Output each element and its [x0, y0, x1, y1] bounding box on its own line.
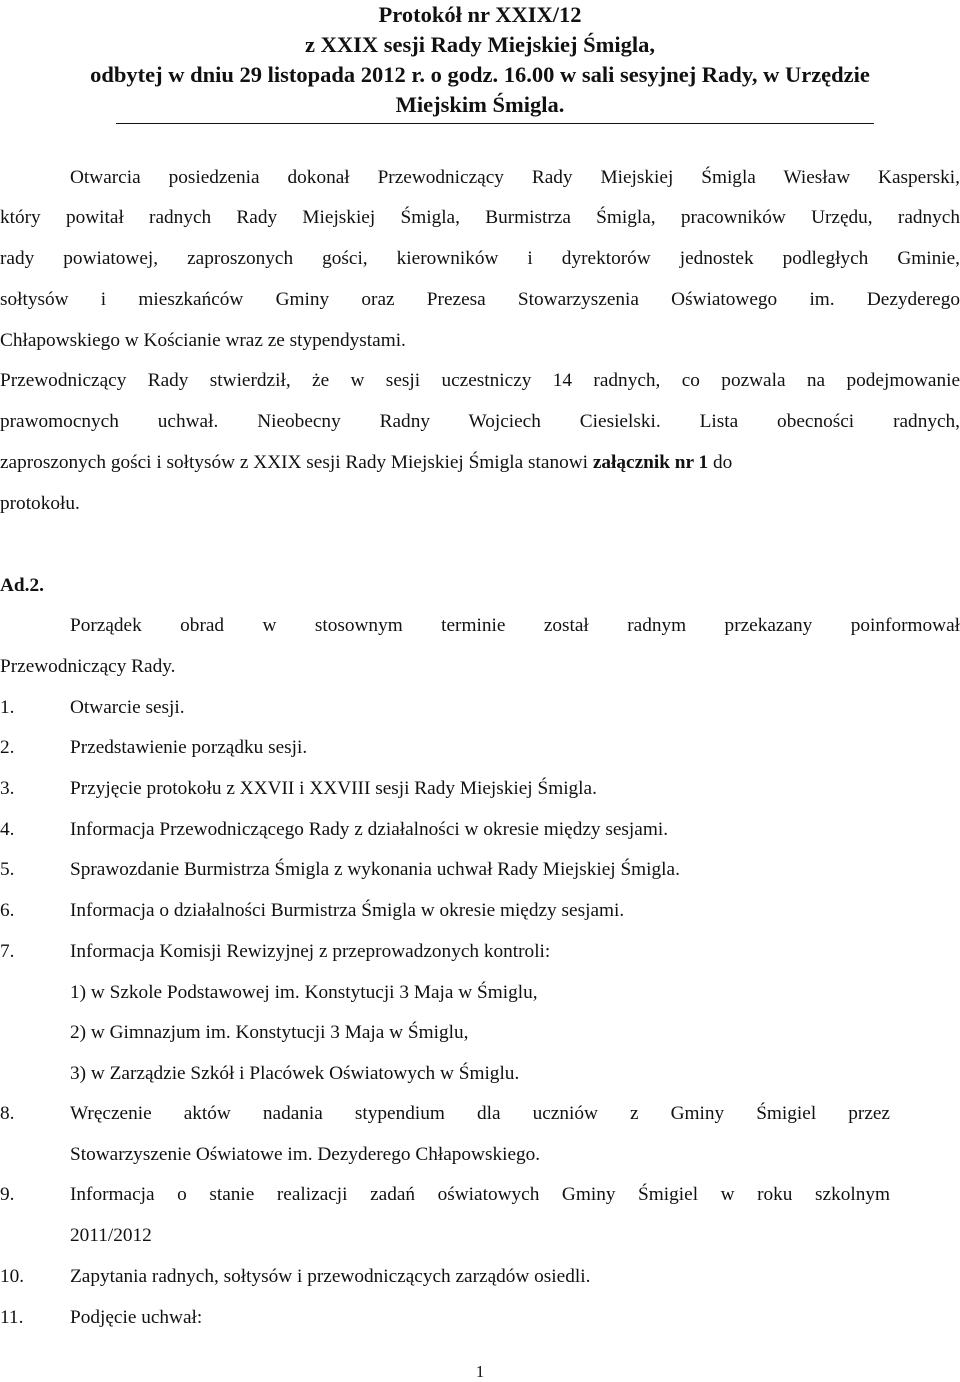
para2-line-1: Przewodniczący Rady stwierdził, że w sesji uczestniczy 14 radnych, co pozwala na podejmowanie	[0, 370, 960, 391]
title-line-4: Miejskim Śmigla.	[395, 92, 565, 117]
agenda-item-10-number: 10.	[0, 1266, 25, 1287]
agenda-item-9: Informacja o stanie realizacji zadań oświatowych Gminy Śmigiel w roku szkolnym	[70, 1184, 890, 1205]
para1-line-5: Chłapowskiego w Kościanie wraz ze stypendystami.	[0, 330, 406, 351]
agenda-item-9-number: 9.	[0, 1184, 15, 1205]
title-line-3: odbytej w dniu 29 listopada 2012 r. o godz. 16.00 w sali sesyjnej Rady, w Urzędzie	[90, 62, 870, 87]
agenda-item-7-number: 7.	[0, 941, 15, 962]
agenda-item-7-sub-3: 3) w Zarządzie Szkół i Placówek Oświatowych w Śmiglu.	[70, 1063, 520, 1084]
para1-line-2: który powitał radnych Rady Miejskiej Śmigla, Burmistrza Śmigla, pracowników Urzędu, radnych	[0, 207, 960, 228]
para1-line-1: Otwarcia posiedzenia dokonał Przewodniczący Rady Miejskiej Śmigla Wiesław Kasperski,	[70, 167, 960, 188]
agenda-item-11-number: 11.	[0, 1307, 24, 1328]
page-number: 1	[475, 1362, 485, 1381]
agenda-item-2-number: 2.	[0, 737, 15, 758]
agenda-item-8-continued: Stowarzyszenie Oświatowe im. Dezyderego Chłapowskiego.	[70, 1144, 541, 1165]
agenda-item-3-number: 3.	[0, 778, 15, 799]
attachment-reference: załącznik nr 1	[592, 452, 709, 473]
para2-line-3	[0, 451, 960, 475]
agenda-item-3: Przyjęcie protokołu z XXVII i XXVIII sesji Rady Miejskiej Śmigla.	[70, 778, 597, 799]
agenda-item-7-sub-1: 1) w Szkole Podstawowej im. Konstytucji 3 Maja w Śmiglu,	[70, 982, 538, 1003]
para1-line-4: sołtysów i mieszkańców Gminy oraz Prezesa Stowarzyszenia Oświatowego im. Dezyderego	[0, 289, 960, 310]
agenda-item-11: Podjęcie uchwał:	[70, 1307, 203, 1328]
agenda-item-2: Przedstawienie porządku sesji.	[70, 737, 308, 758]
agenda-item-10: Zapytania radnych, sołtysów i przewodniczących zarządów osiedli.	[70, 1266, 591, 1287]
para2-line-2: prawomocnych uchwał. Nieobecny Radny Wojciech Ciesielski. Lista obecności radnych,	[0, 411, 960, 432]
agenda-item-5-number: 5.	[0, 859, 15, 880]
para2-line-3-end: do	[713, 452, 733, 473]
agenda-item-4-number: 4.	[0, 819, 15, 840]
section-heading-ad2: Ad.2.	[0, 575, 44, 596]
para1-line-3: rady powiatowej, zaproszonych gości, kierowników i dyrektorów jednostek podległych Gminie,	[0, 248, 960, 269]
agenda-item-7-sub-2: 2) w Gimnazjum im. Konstytucji 3 Maja w Śmiglu,	[70, 1022, 469, 1043]
agenda-item-1-number: 1.	[0, 697, 15, 718]
agenda-item-7: Informacja Komisji Rewizyjnej z przeprowadzonych kontroli:	[70, 941, 551, 962]
title-line-2: z XXIX sesji Rady Miejskiej Śmigla,	[305, 32, 655, 57]
para2-line-3-text: zaproszonych gości i sołtysów z XXIX sesji Rady Miejskiej Śmigla stanowi	[0, 452, 589, 473]
agenda-item-8: Wręczenie aktów nadania stypendium dla uczniów z Gminy Śmigiel przez	[70, 1103, 890, 1124]
agenda-item-9-continued: 2011/2012	[70, 1225, 152, 1246]
agenda-item-4: Informacja Przewodniczącego Rady z działalności w okresie między sesjami.	[70, 819, 669, 840]
para2-line-4: protokołu.	[0, 493, 80, 514]
agenda-item-6-number: 6.	[0, 900, 15, 921]
agenda-item-1: Otwarcie sesji.	[70, 697, 185, 718]
title-line-1: Protokół nr XXIX/12	[378, 2, 582, 27]
title-divider	[116, 123, 874, 124]
agenda-intro-line-2: Przewodniczący Rady.	[0, 656, 176, 677]
agenda-item-5: Sprawozdanie Burmistrza Śmigla z wykonania uchwał Rady Miejskiej Śmigla.	[70, 859, 680, 880]
agenda-item-6: Informacja o działalności Burmistrza Śmigla w okresie między sesjami.	[70, 900, 625, 921]
agenda-item-8-number: 8.	[0, 1103, 15, 1124]
document-title	[0, 0, 960, 120]
agenda-intro-line-1: Porządek obrad w stosownym terminie został radnym przekazany poinformował	[70, 615, 960, 636]
